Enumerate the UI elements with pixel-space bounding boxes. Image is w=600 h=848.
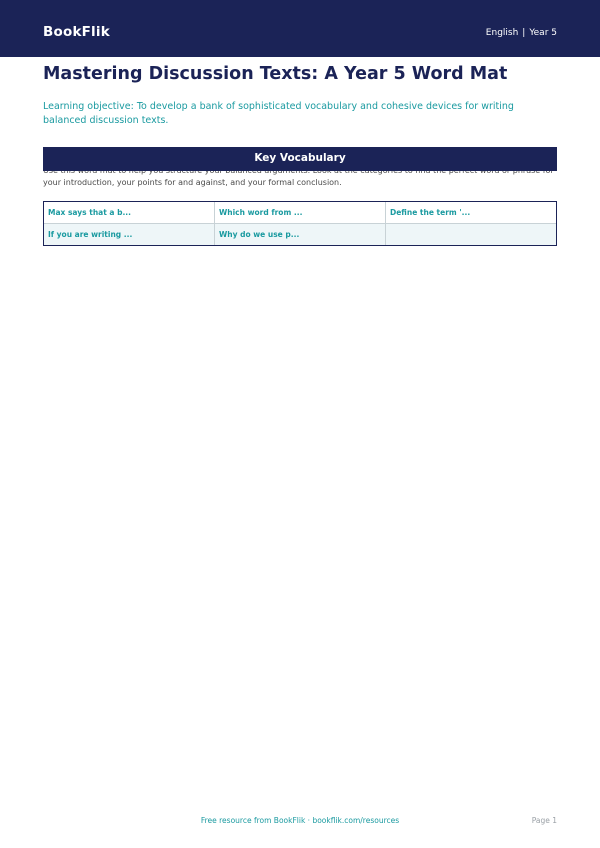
section-intro-text: your introduction, your points for and against, and your formal conclusion.	[43, 178, 342, 187]
grid-cell: Define the term '...	[390, 208, 471, 217]
page-title: Mastering Discussion Texts: A Year 5 Word Mat	[43, 64, 508, 84]
header-meta	[486, 28, 557, 38]
grid-cell: Why do we use p...	[215, 224, 386, 245]
grid-cell-empty	[386, 224, 556, 245]
page-header	[0, 0, 600, 57]
grid-row	[44, 224, 556, 245]
grid-cell: Max says that a b...	[44, 202, 215, 223]
header-separator: |	[522, 28, 526, 38]
footer-credit[interactable]: Free resource from BookFlik · bookflik.com/resources	[200, 816, 400, 825]
grid-cell: If you are writing ...	[44, 224, 215, 245]
grid-cell: Which word from ...	[215, 202, 386, 223]
grid-row	[44, 202, 556, 224]
subject-label: English	[485, 28, 519, 38]
page-number: Page 1	[531, 816, 557, 825]
year-label: Year 5	[529, 28, 557, 38]
vocabulary-grid	[43, 201, 557, 246]
learning-objective: Learning objective: To develop a bank of sophisticated vocabulary and cohesive devices for writing balanced discussion texts.	[43, 101, 514, 126]
brand-logo[interactable]: BookFlik	[43, 24, 110, 40]
section-heading-key-vocabulary: Key Vocabulary	[43, 147, 557, 171]
